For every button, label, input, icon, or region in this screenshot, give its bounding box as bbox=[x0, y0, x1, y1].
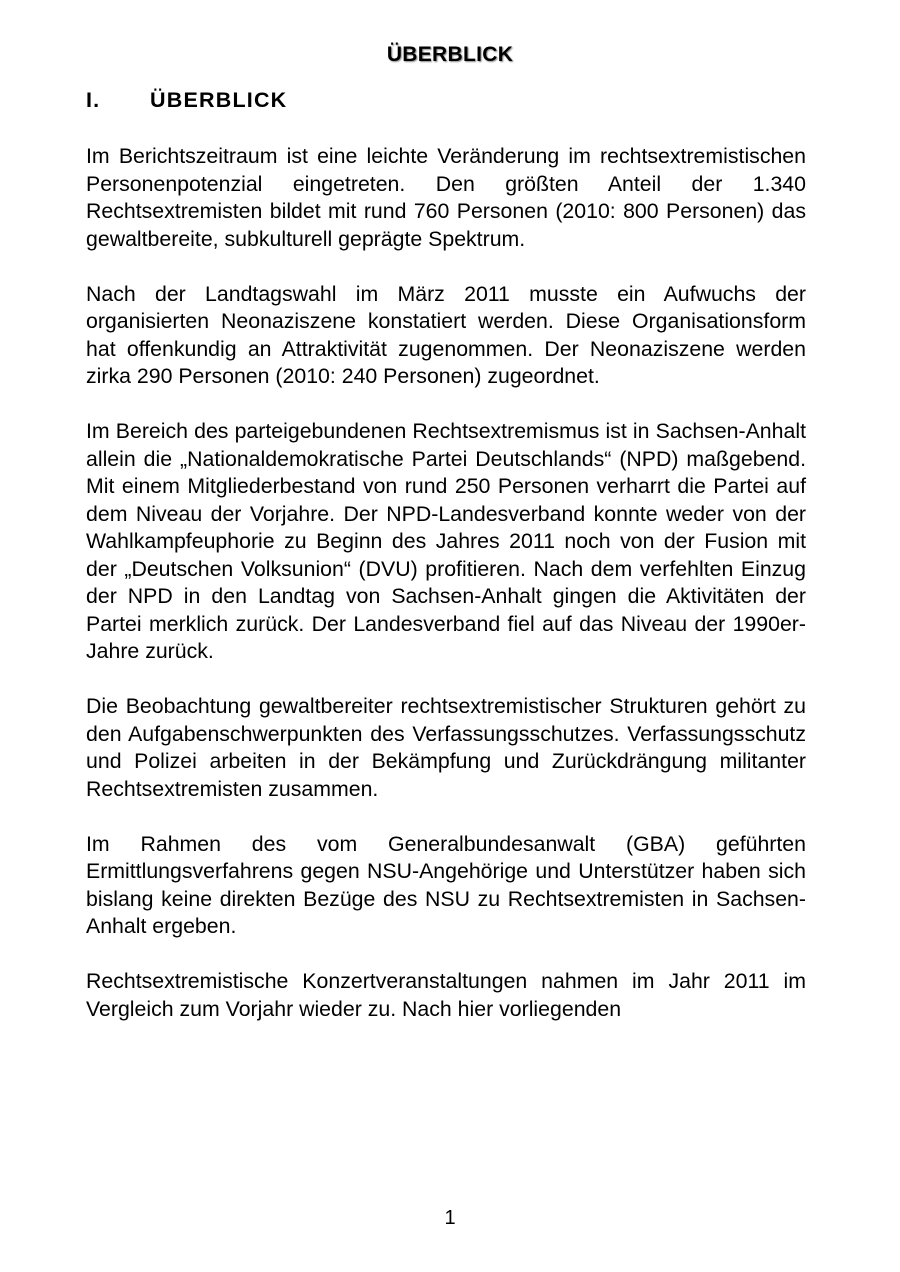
paragraph-beobachtung: Die Beobachtung gewaltbereiter rechtsextremistischer Strukturen gehört zu den Aufgabenschwerpunkten des Verfassungsschutzes. Verfassungsschutz und Polizei arbeiten in der Bekämpfung und Zurückdrängung militanter Rechtsextremisten zusammen. bbox=[86, 694, 806, 801]
section-heading bbox=[86, 88, 287, 113]
section-title: ÜBERBLICK bbox=[150, 88, 288, 112]
paragraph-konzertveranstaltungen: Rechtsextremistische Konzertveranstaltungen nahmen im Jahr 2011 im Vergleich zum Vorjahr wieder zu. Nach hier vorliegenden bbox=[86, 969, 806, 1021]
paragraph-neonaziszene: Nach der Landtagswahl im März 2011 musste ein Aufwuchs der organisierten Neonaziszene konstatiert werden. Diese Organisationsform hat offenkundig an Attraktivität zugenommen. Der Neonaziszene werden zirka 290 Personen (2010: 240 Personen) zugeordnet. bbox=[86, 281, 806, 388]
paragraph-nsu-ermittlungen: Im Rahmen des vom Generalbundesanwalt (GBA) geführten Ermittlungsverfahrens gegen NSU-Angehörige und Unterstützer haben sich bislang keine direkten Bezüge des NSU zu Rechtsextremisten in Sachsen-Anhalt ergeben. bbox=[86, 831, 806, 938]
running-header: ÜBERBLICK bbox=[386, 43, 514, 66]
body-text bbox=[86, 143, 806, 1023]
paragraph-personenpotenzial: Im Berichtszeitraum ist eine leichte Veränderung im rechtsextremistischen Personenpotenzial eingetreten. Den größten Anteil der 1.340 Rechtsextremisten bildet mit rund 760 Personen (2010: 800 Personen) das gewaltbereite, subkulturell geprägte Spektrum. bbox=[86, 144, 806, 251]
section-number: I. bbox=[86, 88, 101, 112]
page-number: 1 bbox=[444, 1207, 456, 1229]
paragraph-npd: Im Bereich des parteigebundenen Rechtsextremismus ist in Sachsen-Anhalt allein die „Nationaldemokratische Partei Deutschlands“ (NPD) maßgebend. Mit einem Mitgliederbestand von rund 250 Personen verharrt die Partei auf dem Niveau der Vorjahre. Der NPD-Landesverband konnte weder von der Wahlkampfeuphorie zu Beginn des Jahres 2011 noch von der Fusion mit der „Deutschen Volksunion“ (DVU) profitieren. Nach dem verfehlten Einzug der NPD in den Landtag von Sachsen-Anhalt gingen die Aktivitäten der Partei merklich zurück. Der Landesverband fiel auf das Niveau der 1990er-Jahre zurück. bbox=[86, 419, 806, 663]
